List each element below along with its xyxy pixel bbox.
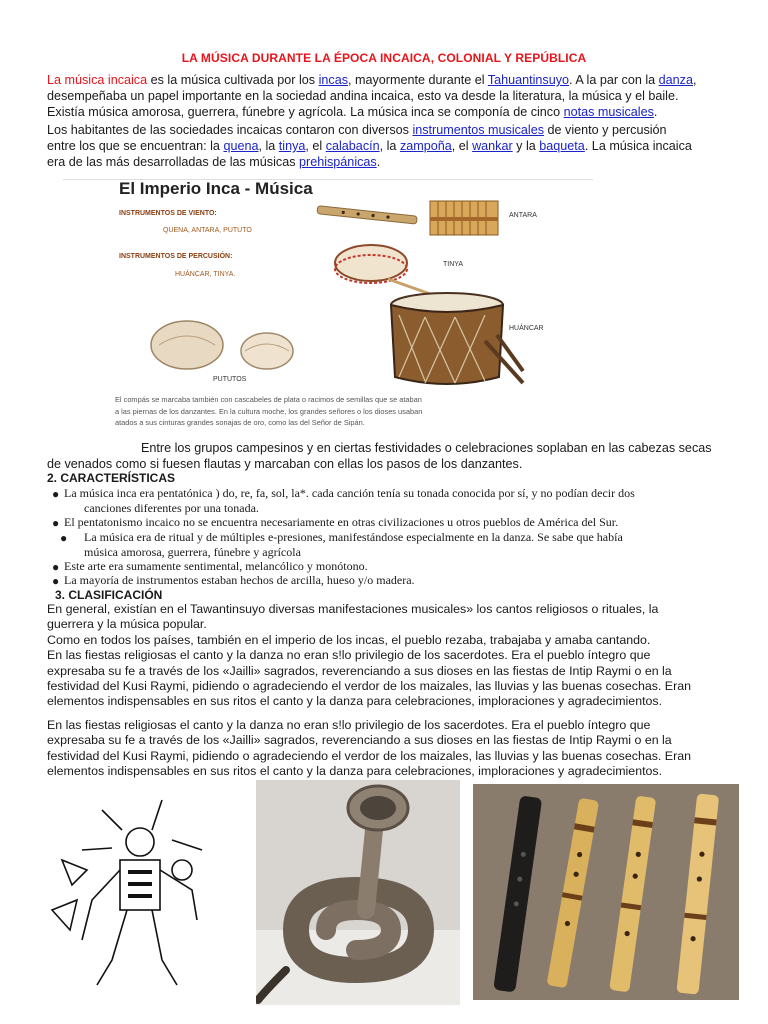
intro-line-1: La música incaica es la música cultivada por los incas, mayormente durante el Tahuantinsuyo. A la par con la danza,	[47, 73, 697, 87]
intro-paragraph	[47, 72, 727, 120]
intro-line-2: desempeñaba un papel importante en la sociedad andina incaica, esto va desde la literatura, la música y el baile.	[47, 89, 679, 103]
link-calabacin[interactable]: calabacín	[325, 139, 380, 153]
antara-image	[428, 197, 500, 237]
list-item: ● La música era de ritual y de múltiples e-presiones, manifestándose especialmente en la danza. Se sabe que había música amorosa, guerrera, fúnebre y agrícola	[60, 530, 623, 559]
link-baqueta[interactable]: baqueta	[539, 139, 585, 153]
list-item: ● La mayoría de instrumentos estaban hechos de arcilla, hueso y/o madera.	[52, 573, 415, 588]
section-caracteristicas-heading: 2. CARACTERÍSTICAS	[47, 471, 176, 485]
link-quena[interactable]: quena	[223, 139, 259, 153]
link-zampona[interactable]: zampoña	[399, 139, 452, 153]
fiestas-paragraph: En las fiestas religiosas el canto y la danza no eran s!lo privilegio de los sacerdotes. Era el pueblo íntegro que expresaba su fe a través de los «Jailli» sagrados, reverenciando a sus dioses en las fiestas de Intip Raymi o en la festividad del Kusi Raymi, pidiendo o agradeciendo el verdor de los maizales, las lluvias y las buenas cosechas. Eran elementos indispensables en sus ritos el canto y la danza para celebraciones, imploraciones y agradecimientos.	[47, 718, 691, 779]
inca-music-infographic	[63, 179, 593, 432]
quena-image	[313, 201, 423, 231]
viento-items: QUENA, ANTARA, PUTUTO	[163, 227, 252, 234]
pututos-label: PUTUTOS	[213, 376, 247, 383]
percusion-items: HUÁNCAR, TINYA.	[175, 271, 236, 278]
quenas-image	[473, 784, 739, 1000]
pututo-horn-image	[256, 780, 460, 1005]
list-item: ● Este arte era sumamente sentimental, melancólico y monótono.	[52, 559, 368, 574]
link-prehispanicas[interactable]: prehispánicas	[299, 155, 377, 169]
huancar-label: HUÁNCAR	[509, 325, 544, 332]
link-incas[interactable]: incas	[318, 73, 349, 87]
viento-label: INSTRUMENTOS DE VIENTO:	[119, 210, 217, 217]
link-notas-musicales[interactable]: notas musicales	[563, 105, 654, 119]
link-wankar[interactable]: wankar	[472, 139, 513, 153]
list-item: ● El pentatonismo incaico no se encuentra necesariamente en otras civilizaciones u otros pueblos de América del Sur.	[52, 515, 619, 530]
list-item: ● La música inca era pentatónica ) do, re, fa, sol, la*. cada canción tenía su tonada conocida por sí, y no podían decir dos canciones diferentes por una tonada.	[52, 486, 635, 515]
link-instrumentos-musicales[interactable]: instrumentos musicales	[412, 123, 545, 137]
tinya-label: TINYA	[443, 261, 464, 268]
caracteristicas-list	[52, 486, 732, 587]
instruments-paragraph: Los habitantes de las sociedades incaicas contaron con diversos instrumentos musicales de viento y percusión entre los que se encuentran: la quena, la tinya, el calabacín, la zampoña, el wankar y la baqueta. La música incaica era de las más desarrolladas de las músicas prehispánicas.	[47, 123, 692, 169]
page-title: LA MÚSICA DURANTE LA ÉPOCA INCAICA, COLONIAL Y REPÚBLICA	[181, 51, 587, 65]
pututos-image	[149, 315, 299, 375]
figure-title: El Imperio Inca - Música	[119, 179, 313, 198]
figure-caption: El compás se marcaba también con cascabeles de plata o racimos de semillas que se ataban a las piernas de los danzantes. En la cultura moche, los grandes señores o los dioses usaban atados a sus cinturas grandes sonajas de oro, como las del Señor de Sipán.	[115, 395, 423, 427]
antara-label: ANTARA	[509, 212, 537, 219]
link-danza[interactable]: danza	[658, 73, 693, 87]
link-tahuantinsuyo[interactable]: Tahuantinsuyo	[487, 73, 570, 87]
link-tinya[interactable]: tinya	[278, 139, 306, 153]
lead-term: La música incaica	[47, 73, 148, 87]
huancar-image	[385, 291, 525, 391]
tinya-image	[333, 241, 443, 296]
clasificacion-paragraph: En general, existían en el Tawantinsuyo diversas manifestaciones musicales» los cantos religiosos o rituales, la guerrera y la música popular. Como en todos los países, también en el imperio de los incas, el pueblo rezaba, trabajaba y amaba cantando. En las fiestas religiosas el canto y la danza no eran s!lo privilegio de los sacerdotes. Era el pueblo íntegro que expresaba su fe a través de los «Jailli» sagrados, reverenciando a sus dioses en las fiestas de Intip Raymi o en la festividad del Kusi Raymi, pidiendo o agradeciendo el verdor de los maizales, las lluvias y las buenas cosechas. Eran elementos indispensables en sus ritos el canto y la danza para celebraciones, imploraciones y agradecimientos.	[47, 602, 691, 709]
inca-drawing-image	[42, 790, 212, 990]
section-clasificacion-heading: 3. CLASIFICACIÓN	[55, 588, 163, 602]
percusion-label: INSTRUMENTOS DE PERCUSIÓN:	[119, 253, 233, 260]
intro-line-3: Existía música amorosa, guerrera, fúnebre y agrícola. La música inca se componía de cinco notas musicales.	[47, 105, 658, 119]
campesinos-paragraph: Entre los grupos campesinos y en ciertas festividades o celebraciones soplaban en las cabezas secas de venados como si fuesen flautas y marcaban con ellas los pasos de los danzantes.	[47, 441, 712, 471]
